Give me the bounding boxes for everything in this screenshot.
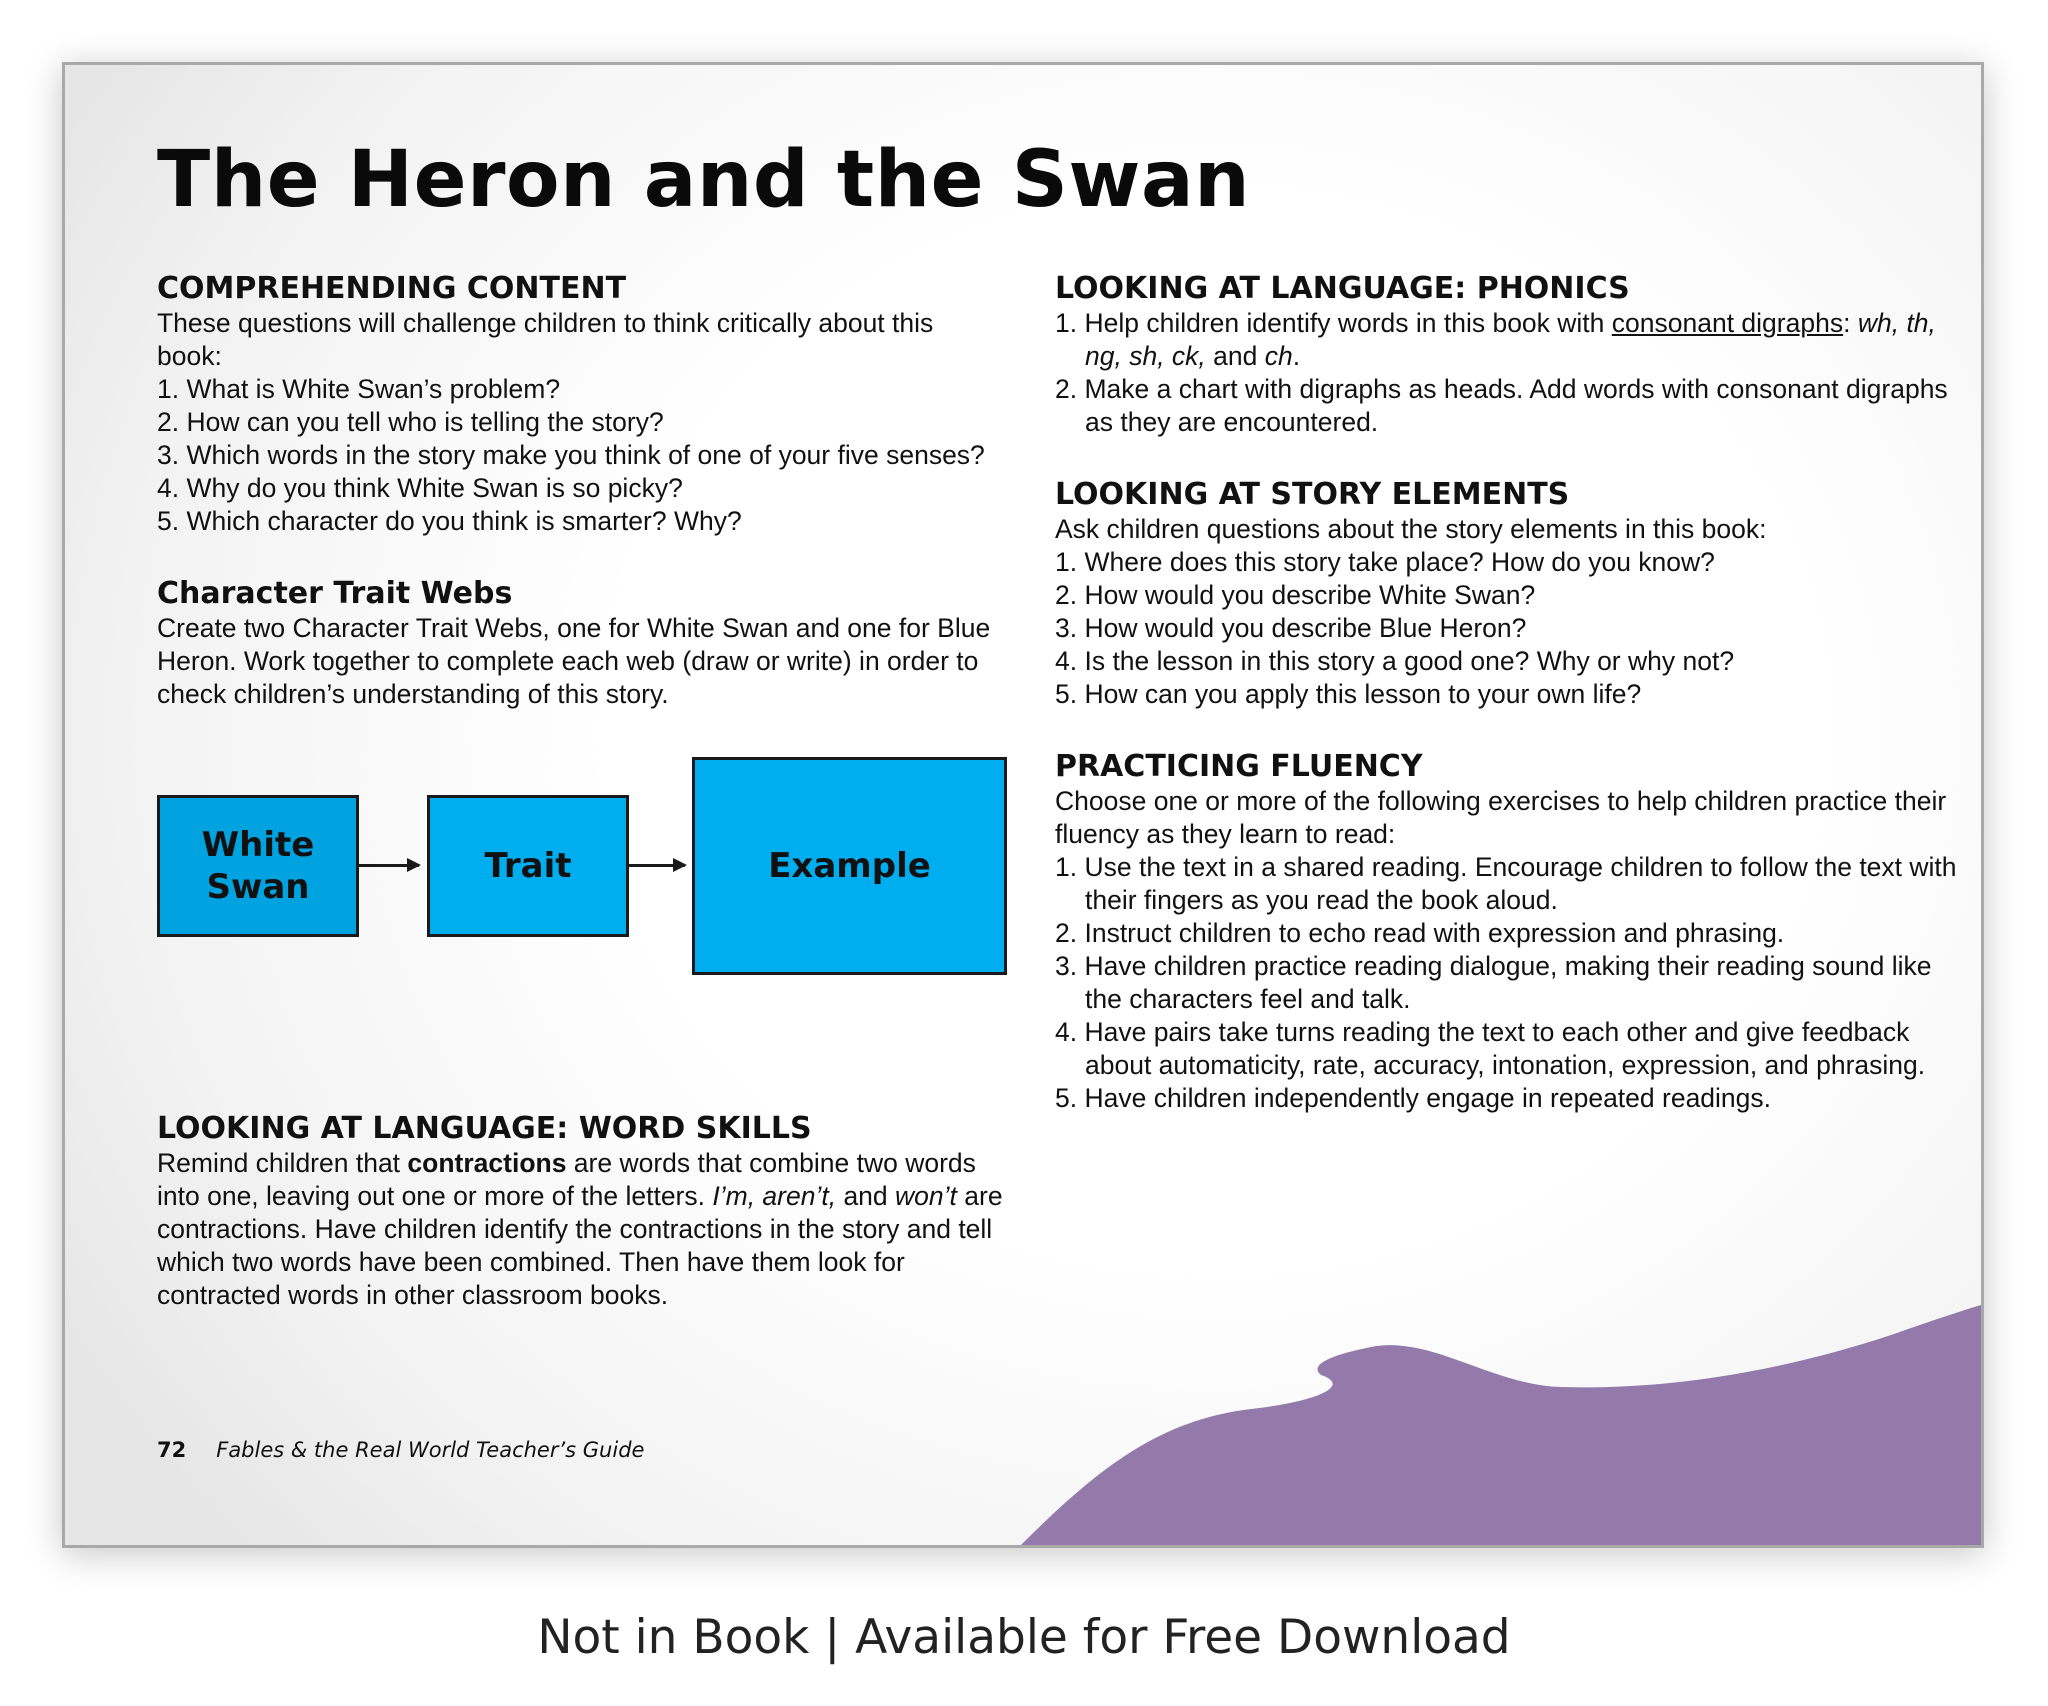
left-column	[157, 271, 997, 977]
phonics-text: :	[1843, 308, 1851, 338]
list-item: 3. Have children practice reading dialogue, making their reading sound like the characters feel and talk.	[1055, 951, 1932, 1014]
list-item: 1. Use the text in a shared reading. Encourage children to follow the text with their fingers as you read the book aloud.	[1055, 852, 1957, 915]
phonics-examples: ch	[1264, 341, 1293, 371]
list-item: 1. Where does this story take place? How do you know?	[1055, 547, 1715, 577]
arrow-icon	[629, 864, 685, 867]
arrow-icon	[359, 864, 419, 867]
trait-webs-section	[157, 576, 997, 977]
list-item: 3. Which words in the story make you think of one of your five senses?	[157, 440, 985, 470]
phonics-list	[1055, 307, 1970, 439]
list-item: 5. Have children independently engage in repeated readings.	[1055, 1083, 1772, 1113]
list-item	[1055, 307, 1970, 373]
story-elements-list	[1055, 546, 1970, 711]
phonics-section	[1055, 271, 1970, 439]
fluency-section	[1055, 749, 1970, 1115]
comprehending-section	[157, 271, 997, 538]
list-item: 2. Make a chart with digraphs as heads. Add words with consonant digraphs as they are encountered.	[1055, 374, 1948, 437]
list-item: 2. Instruct children to echo read with expression and phrasing.	[1055, 918, 1785, 948]
trait-web-box-trait	[427, 795, 629, 937]
comprehending-intro: These questions will challenge children to think critically about this book:	[157, 308, 934, 371]
word-skills-body	[157, 1147, 1007, 1312]
comprehending-list	[157, 373, 997, 538]
phonics-text: 1. Help children identify words in this book with	[1055, 308, 1612, 338]
trait-web-box-white-swan	[157, 795, 359, 937]
list-item: 5. Which character do you think is smarter? Why?	[157, 506, 742, 536]
purple-wave-decoration	[1021, 1305, 1981, 1545]
wave-shape	[1021, 1305, 1981, 1545]
story-elements-heading: LOOKING AT STORY ELEMENTS	[1055, 477, 1570, 512]
fluency-list	[1055, 851, 1970, 1115]
trait-web-box-example	[692, 757, 1007, 975]
page-number: 72	[157, 1438, 187, 1462]
word-skills-example: I’m, aren’t,	[712, 1181, 837, 1211]
right-column	[1055, 271, 1970, 1115]
word-skills-text: are contractions. Have children identify the contractions in the story and tell which two words have been combined. Then have them look for contracted words in other classroom books.	[157, 1181, 1003, 1310]
list-item: 2. How can you tell who is telling the story?	[157, 407, 664, 437]
trait-web-box-label: Trait	[484, 846, 572, 886]
fluency-heading: PRACTICING FLUENCY	[1055, 749, 1423, 784]
word-skills-section	[157, 1111, 1007, 1312]
list-item: 5. How can you apply this lesson to your own life?	[1055, 679, 1642, 709]
page-footer	[157, 1438, 644, 1462]
list-item: 4. Have pairs take turns reading the text to each other and give feedback about automaticity, rate, accuracy, intonation, expression, and phrasing.	[1055, 1017, 1926, 1080]
phonics-text: and	[1205, 341, 1265, 371]
trait-web-diagram	[157, 757, 1007, 977]
guide-page	[62, 62, 1984, 1548]
word-skills-heading: LOOKING AT LANGUAGE: WORD SKILLS	[157, 1111, 812, 1146]
trait-web-box-label: White Swan	[201, 825, 315, 907]
phonics-heading: LOOKING AT LANGUAGE: PHONICS	[1055, 271, 1630, 306]
list-item: 4. Why do you think White Swan is so picky?	[157, 473, 683, 503]
page-title: The Heron and the Swan	[157, 135, 1251, 225]
list-item: 4. Is the lesson in this story a good one? Why or why not?	[1055, 646, 1735, 676]
download-banner: Not in Book | Available for Free Download	[537, 1610, 1511, 1665]
trait-webs-body: Create two Character Trait Webs, one for White Swan and one for Blue Heron. Work together to complete each web (draw or write) in order to check children’s understanding of this story.	[157, 613, 991, 709]
list-item: 2. How would you describe White Swan?	[1055, 580, 1536, 610]
word-skills-text: are words that combine two words into one, leaving out one or more of the letters.	[157, 1148, 976, 1211]
word-skills-text: Remind children that	[157, 1148, 408, 1178]
phonics-text: .	[1292, 341, 1301, 371]
comprehending-heading: COMPREHENDING CONTENT	[157, 271, 627, 306]
book-title: Fables & the Real World Teacher’s Guide	[216, 1438, 645, 1462]
trait-webs-heading: Character Trait Webs	[157, 576, 513, 611]
word-skills-example: won’t	[895, 1181, 957, 1211]
word-skills-bold: contractions	[407, 1148, 567, 1178]
list-item: 3. How would you describe Blue Heron?	[1055, 613, 1527, 643]
consonant-digraphs-term: consonant digraphs	[1611, 308, 1844, 338]
fluency-intro: Choose one or more of the following exercises to help children practice their fluency as they learn to read:	[1055, 786, 1947, 849]
trait-web-box-label: Example	[768, 846, 931, 886]
phonics-examples: wh, th, ng, sh, ck,	[1085, 308, 1936, 371]
story-elements-section	[1055, 477, 1970, 711]
list-item: 1. What is White Swan’s problem?	[157, 374, 561, 404]
story-elements-intro: Ask children questions about the story elements in this book:	[1055, 514, 1767, 544]
word-skills-text: and	[836, 1181, 896, 1211]
